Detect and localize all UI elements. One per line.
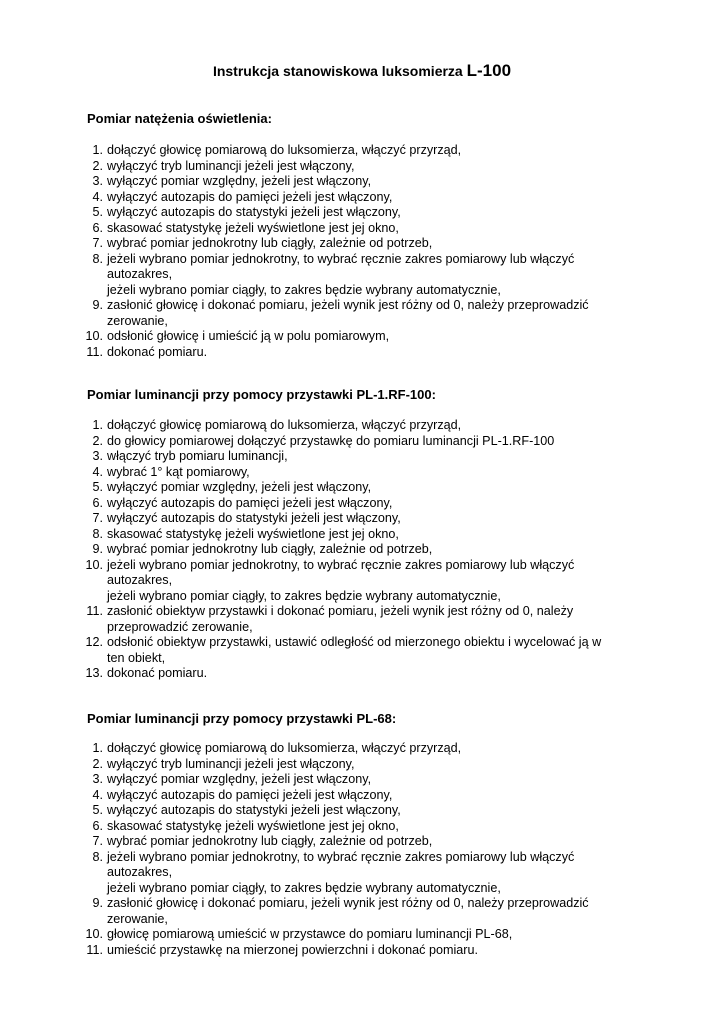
steps-list-luminance-pl1	[0, 418, 601, 682]
step-text: jeżeli wybrano pomiar jednokrotny, to wybrać ręcznie zakres pomiarowy lub włączyć	[107, 251, 575, 266]
list-item	[0, 329, 589, 345]
step-text: głowicę pomiarową umieścić w przystawce do pomiaru luminancji PL-68,	[107, 927, 513, 941]
list-item	[0, 850, 589, 897]
list-item	[0, 143, 589, 159]
step-number: 10.	[85, 329, 103, 343]
step-number: 7.	[92, 511, 103, 525]
step-text: wyłączyć autozapis do pamięci jeżeli jest włączony,	[107, 495, 393, 510]
step-text: wyłączyć tryb luminancji jeżeli jest włączony,	[107, 158, 355, 173]
step-number: 2.	[92, 158, 103, 173]
list-item	[0, 511, 601, 527]
step-number: 5.	[92, 803, 103, 817]
step-number: 6.	[92, 495, 103, 510]
list-item	[0, 465, 601, 481]
step-text: dokonać pomiaru.	[107, 666, 208, 680]
step-number: 6.	[92, 818, 103, 833]
step-text: skasować statystykę jeżeli wyświetlone jest jej okno,	[107, 818, 399, 833]
step-text: wyłączyć autozapis do pamięci jeżeli jest włączony,	[107, 189, 393, 204]
step-number: 10.	[85, 557, 103, 572]
step-text: ten obiekt,	[107, 650, 166, 665]
step-text: przeprowadzić zerowanie,	[107, 619, 253, 634]
step-number: 4.	[92, 189, 103, 204]
list-item	[0, 788, 589, 804]
step-text: wybrać pomiar jednokrotny lub ciągły, zależnie od potrzeb,	[107, 236, 433, 250]
step-text: zasłonić obiektyw przystawki i dokonać pomiaru, jeżeli wynik jest różny od 0, należy	[107, 604, 574, 618]
list-item	[0, 236, 589, 252]
list-item	[0, 480, 601, 496]
list-item	[0, 819, 589, 835]
step-text: wybrać pomiar jednokrotny lub ciągły, zależnie od potrzeb,	[107, 542, 433, 556]
step-text: wybrać 1° kąt pomiarowy,	[107, 464, 250, 479]
step-number: 5.	[92, 480, 103, 494]
step-text: jeżeli wybrano pomiar jednokrotny, to wybrać ręcznie zakres pomiarowy lub włączyć	[107, 849, 575, 864]
step-number: 8.	[92, 251, 103, 266]
step-number: 1.	[92, 143, 103, 157]
list-item	[0, 159, 589, 175]
step-text: odsłonić głowicę i umieścić ją w polu pomiarowym,	[107, 329, 390, 343]
step-number: 3.	[92, 772, 103, 786]
steps-list-luminance-pl68	[0, 741, 589, 958]
list-item	[0, 635, 601, 666]
list-item	[0, 666, 601, 682]
list-item	[0, 803, 589, 819]
step-number: 2.	[92, 433, 103, 448]
title-text: Instrukcja stanowiskowa luksomierza	[212, 63, 463, 79]
step-text: skasować statystykę jeżeli wyświetlone jest jej okno,	[107, 220, 399, 235]
list-item	[0, 757, 589, 773]
step-text: dołączyć głowicę pomiarową do luksomierza, włączyć przyrząd,	[107, 418, 462, 432]
step-text: dołączyć głowicę pomiarową do luksomierza, włączyć przyrząd,	[107, 143, 462, 157]
step-text: wybrać pomiar jednokrotny lub ciągły, zależnie od potrzeb,	[107, 834, 433, 848]
step-number: 11.	[86, 344, 103, 359]
step-text: do głowicy pomiarowej dołączyć przystawkę do pomiaru luminancji PL-1.RF-100	[107, 433, 555, 448]
step-text: wyłączyć autozapis do statystyki jeżeli jest włączony,	[107, 511, 401, 525]
list-item	[0, 434, 601, 450]
step-text: jeżeli wybrano pomiar jednokrotny, to wybrać ręcznie zakres pomiarowy lub włączyć	[107, 557, 575, 572]
document-title	[0, 61, 724, 81]
step-text: zasłonić głowicę i dokonać pomiaru, jeżeli wynik jest różny od 0, należy przeprowadzić	[107, 298, 589, 312]
section-heading-luminance-pl68: Pomiar luminancji przy pomocy przystawki PL-68:	[87, 711, 397, 726]
list-item	[0, 418, 601, 434]
step-number: 7.	[92, 834, 103, 848]
step-text: zasłonić głowicę i dokonać pomiaru, jeżeli wynik jest różny od 0, należy przeprowadzić	[107, 896, 589, 910]
step-text: włączyć tryb pomiaru luminancji,	[107, 449, 288, 463]
list-item	[0, 943, 589, 959]
list-item	[0, 604, 601, 635]
step-text: dołączyć głowicę pomiarową do luksomierza, włączyć przyrząd,	[107, 741, 462, 755]
step-number: 1.	[92, 418, 103, 432]
section-heading-luminance-pl1: Pomiar luminancji przy pomocy przystawki PL-1.RF-100:	[87, 387, 436, 402]
step-number: 11.	[86, 604, 103, 618]
title-model: L-100	[466, 61, 512, 80]
list-item	[0, 558, 601, 605]
step-text: zerowanie,	[107, 911, 168, 926]
step-text: wyłączyć autozapis do pamięci jeżeli jest włączony,	[107, 787, 393, 802]
step-number: 5.	[92, 205, 103, 219]
list-item	[0, 927, 589, 943]
step-number: 10.	[85, 927, 103, 941]
step-number: 9.	[92, 896, 103, 910]
step-number: 2.	[92, 756, 103, 771]
step-text: jeżeli wybrano pomiar ciągły, to zakres będzie wybrany automatycznie,	[107, 282, 501, 297]
step-number: 1.	[92, 741, 103, 755]
step-number: 4.	[92, 787, 103, 802]
step-number: 3.	[92, 449, 103, 463]
step-number: 8.	[92, 849, 103, 864]
step-text: wyłączyć autozapis do statystyki jeżeli jest włączony,	[107, 803, 401, 817]
list-item	[0, 834, 589, 850]
list-item	[0, 527, 601, 543]
list-item	[0, 190, 589, 206]
list-item	[0, 174, 589, 190]
step-number: 13.	[85, 666, 103, 680]
section-heading-illuminance: Pomiar natężenia oświetlenia:	[87, 111, 272, 126]
step-number: 12.	[85, 635, 103, 649]
list-item	[0, 542, 601, 558]
step-number: 9.	[92, 298, 103, 312]
list-item	[0, 345, 589, 361]
step-text: autozakres,	[107, 573, 173, 587]
step-text: wyłączyć pomiar względny, jeżeli jest włączony,	[107, 772, 372, 786]
step-text: wyłączyć pomiar względny, jeżeli jest włączony,	[107, 174, 372, 188]
list-item	[0, 772, 589, 788]
step-text: wyłączyć pomiar względny, jeżeli jest włączony,	[107, 480, 372, 494]
step-text: umieścić przystawkę na mierzonej powierzchni i dokonać pomiaru.	[107, 942, 478, 957]
step-number: 3.	[92, 174, 103, 188]
step-text: jeżeli wybrano pomiar ciągły, to zakres będzie wybrany automatycznie,	[107, 588, 501, 603]
step-number: 9.	[92, 542, 103, 556]
step-text: skasować statystykę jeżeli wyświetlone jest jej okno,	[107, 526, 399, 541]
list-item	[0, 896, 589, 927]
step-text: zerowanie,	[107, 313, 168, 328]
list-item	[0, 298, 589, 329]
step-text: wyłączyć tryb luminancji jeżeli jest włączony,	[107, 756, 355, 771]
list-item	[0, 205, 589, 221]
step-text: dokonać pomiaru.	[107, 344, 208, 359]
step-number: 6.	[92, 220, 103, 235]
step-text: autozakres,	[107, 865, 173, 879]
step-text: wyłączyć autozapis do statystyki jeżeli jest włączony,	[107, 205, 401, 219]
step-number: 4.	[92, 464, 103, 479]
step-text: autozakres,	[107, 267, 173, 281]
step-text: odsłonić obiektyw przystawki, ustawić odległość od mierzonego obiektu i wycelować ją w	[107, 635, 602, 649]
step-number: 7.	[92, 236, 103, 250]
list-item	[0, 252, 589, 299]
step-number: 11.	[86, 942, 103, 957]
steps-list-illuminance	[0, 143, 589, 360]
list-item	[0, 221, 589, 237]
list-item	[0, 449, 601, 465]
step-number: 8.	[92, 526, 103, 541]
list-item	[0, 496, 601, 512]
list-item	[0, 741, 589, 757]
step-text: jeżeli wybrano pomiar ciągły, to zakres będzie wybrany automatycznie,	[107, 880, 501, 895]
